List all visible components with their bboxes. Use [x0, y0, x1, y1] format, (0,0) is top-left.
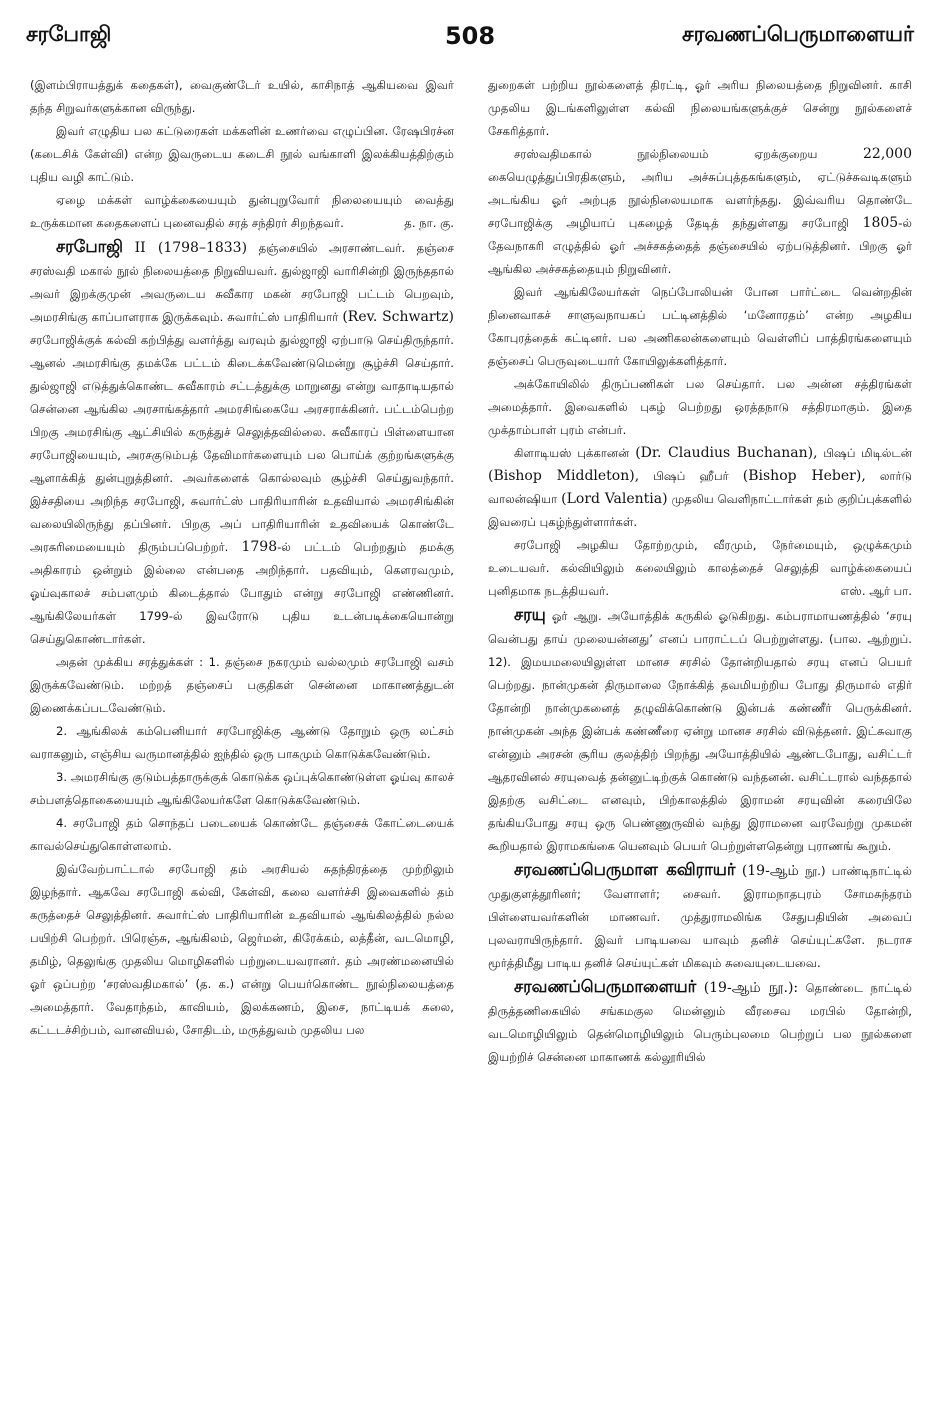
paragraph-text: பிஷப் ஹீபர்: [653, 469, 729, 483]
header-right-guide-word: சரவணப்பெருமாளையர்: [681, 22, 914, 46]
paragraph: அதன் முக்கிய சரத்துக்கள் : 1. தஞ்சை நகரமும் வல்லமும் சரபோஜி வசம் இருக்கவேண்டும். மற்றத் தஞ்சைப் பகுதிகள் சென்னை மாகாணத்துடன் இணைக்கப்படவேண்டும்.: [30, 655, 454, 715]
paragraph-text: ஏழை மக்கள் வாழ்க்கையையும் துன்புறுவோர் நிலையையும் வைத்து உருக்கமான கதைகளைப் புனைவதில் சரத் சந்திரர் சிறந்தவர்.: [30, 193, 454, 230]
paragraph: இவ்வேற்பாட்டால் சரபோஜி தம் அரசியல் சுதந்திரத்தை முற்றிலும் இழந்தார். ஆகவே சரபோஜி கல்வி, கேள்வி, கலை வளர்ச்சி இவைகளில் தம் கருத்தைச் செலுத்தினர். சுவார்ட்ஸ் பாதிரியாரின் உதவியால் ஆங்கிலத்தில் நல்ல பயிற்சி பெற்றர். பிரெஞ்சு, ஆங்கிலம், ஜெர்மன், கிரேக்கம், லத்தீன், வடமொழி, தமிழ், தெலுங்கு முதலிய மொழிகளில் பற்றுடையவரானர். தம் அரண்மனையில் ஓர் ஒப்பற்ற ‘சரஸ்வதிமகால்’ (த. க.) என்று பெயர்கொண்ட நூல்நிலையத்தை அமைத்தார். வேதாந்தம், காவியம், இலக்கணம், இசை, நாட்டியக் கலை, கட்டடச்சிற்பம், வானவியல், சோதிடம், மருத்துவம் முதலிய பல: [30, 862, 454, 1037]
paragraph: துறைகள் பற்றிய நூல்களைத் திரட்டி, ஓர் அரிய நிலையத்தை நிறுவினர். காசி முதலிய இடங்களிலுள்ள கல்வி நிலையங்களுக்குச் சென்று நூல்களைச் சேகரித்தார்.: [488, 78, 912, 138]
paragraph: [488, 534, 912, 603]
author-initials: எஸ். ஆர் பா.: [840, 584, 912, 598]
year: 1805: [862, 215, 899, 231]
entry-text: ஓர் ஆறு. அயோத்திக் கருகில் ஓடுகிறது. கம்பராமாயணத்தில் ‘சரயு வென்பது தாய் முலையன்னது’ எனப் பாராட்டப் பெற்றுள்ளது. (பால. ஆற்றுப். 12). இமயமலையிலுள்ள மானச சரசில் தோன்றியதால் சரயு எனப் பெயர் பெற்றது. நான்முகன் திருமாலை நோக்கித் தவமியற்றிய போது திருமால் எதிர் தோன்றி நான்முகனைத் தழுவிக்கொண்டு இன்பக் கண்ணீர் பெருக்கினர். நான்முகன் அந்த இன்பக் கண்ணீரை ஏன்று மானச சரசில் விடுத்தனர். இட்சுவாகு என்னும் அரசன் சூரிய குலத்திற் பிறந்து அயோத்தியில் ஆண்டபோது, வசிட்டர் ஆதரவினல் சரயுவைத் தன்னுட்டிற்குக் கொண்டு வந்தனன். வசிட்டரால் வந்ததால் இதற்கு வசிட்டை எனவும், பிற்காலத்தில் இராமன் சரயுவின் கரையிலே தங்கியபோது சரயு ஒரு பெண்ணுருவில் வந்து இராமனை வரவேற்று முகமன் கூறியதால் இராமகங்கை யெனவும் பெயர் பெற்றுள்ளதென்று புராணங் கூறும்.: [488, 609, 912, 853]
entry-headword: சரபோஜி: [56, 237, 124, 256]
paragraph-text: கையெழுத்துப்பிரதிகளும், அரிய அச்சுப்புத்தகங்களும், ஏட்டுச்சுவடிகளும் அடங்கிய ஓர் அற்புத நூல்நிலையமாக வளர்ந்தது. இவ்வரிய தொண்டே சரபோஜிக்கு அழியாப் புகழைத் தேடித் தந்துள்ளது சரபோஜி: [488, 170, 912, 230]
paragraph: [488, 143, 912, 281]
paragraph: 4. சரபோஜி தம் சொந்தப் படையைக் கொண்டே தஞ்சைக் கோட்டையைக் காவல்செய்துகொள்ளலாம்.: [30, 816, 454, 853]
entry-dates: (19-ஆம் நூ.):: [703, 980, 799, 996]
latin-name: (Bishop Middleton),: [488, 468, 640, 484]
entry-text: தஞ்சையில் அரசாண்டவர். தஞ்சை சரஸ்வதி மகால் நூல் நிலையத்தை நிறுவியவர். துல்ஜாஜி வாரிசின்றி இருந்ததால் அவர் இறக்குமுன் அவருடைய சுவீகார மகன் சரபோஜி பட்டம் பெறவும், அமரசிங்கு காப்பாளராக இருக்கவும். சுவார்ட்ஸ் பாதிரியார்: [30, 241, 455, 324]
header-left-guide-word: சரபோஜி: [26, 22, 112, 46]
paragraph: 2. ஆங்கிலக் கம்பெனியார் சரபோஜிக்கு ஆண்டு தோறும் ஒரு லட்சம் வராகனும், எஞ்சிய வருமானத்தில் ஐந்தில் ஒரு பாகமும் கொடுக்கவேண்டும்.: [30, 724, 454, 761]
paragraph-text: -ல் தேவநாகரி எழுத்தில் ஓர் அச்சகத்தைத் தஞ்சையில் ஏற்படுத்தினர். பிறகு ஓர் ஆங்கில அச்சகத்தையும் நிறுவினர்.: [488, 216, 912, 276]
paragraph: அக்கோயிலில் திருப்பணிகள் பல செய்தார். பல அன்ன சத்திரங்கள் அமைத்தார். இவைகளில் புகழ் பெற்றது ஒரத்தநாடு சத்திரமாகும். இதை முக்தாம்பாள் புரம் என்பர்.: [488, 377, 912, 437]
running-header: [26, 22, 914, 56]
entry-text: -ல் பட்டம் பெற்றதும் தமக்கு அதிகாரம் ஒன்றும் இல்லை என்பதை அறிந்தார். பதவியும், கௌரவமும், ஓய்வுகாலச் சம்பளமும் கிடைத்தால் போதும் என்று சரபோஜி எண்ணினர். ஆங்கிலேயர்கள் 1799-ல் இவரோடு புதிய உடன்படிக்கையொன்று செய்துகொண்டார்கள்.: [30, 540, 454, 646]
paragraph-text: முதலிய வெளிநாட்டார்கள் தம் குறிப்புக்களில் இவரைப் புகழ்ந்துள்ளார்கள்.: [488, 492, 913, 529]
paragraph-text: பிஷப் மிடில்டன்: [823, 446, 913, 460]
latin-name: (Rev. Schwartz): [342, 309, 454, 325]
entry-saravanaperumalaiyar: [488, 975, 912, 1069]
paragraph: 3. அமரசிங்கு குடும்பத்தாருக்குக் கொடுக்க ஒப்புக்கொண்டுள்ள ஓய்வு காலச் சம்பளத்தொகையையும் ஆங்கிலேயர்களே கொடுக்கவேண்டும்.: [30, 770, 454, 807]
paragraph-text: சரஸ்வதிமகால் நூல்நிலையம் ஏறக்குறைய: [514, 147, 818, 161]
entry-saravanaperumal-kavirayar: [488, 858, 912, 975]
entry-headword: சரயு: [514, 605, 546, 624]
entry-text: சரபோஜிக்குக் கல்வி கற்பித்து வளர்த்து வரவும் துல்ஜாஜி ஏற்பாடு செய்திருந்தார். ஆனல் அமரசிங்கு தமக்கே பட்டம் கிடைக்கவேண்டுமென்று சூழ்ச்சி செய்தார். துல்ஜாஜி எடுத்துக்கொண்ட சுவீகாரம் சட்டத்துக்கு மாறுனது என்று வாதாடியதால் சென்னை ஆங்கில அரசாங்கத்தார் அமரசிங்கையே அரசராக்கினர். பட்டம்பெற்ற பிறகு அமரசிங்கு ஆட்சியில் கருத்துச் செலுத்தவில்லை. சுவீகாரப் பிள்ளையான சரபோஜியையும், அரசகுடும்பத் தேவிமார்களையும் பல பொய்க் குற்றங்களுக்கு ஆளாக்கித் துன்புறுத்தினர். அவர்களைக் கொல்லவும் சூழ்ச்சி செய்துவந்தார். இச்சதியை அறிந்த சரபோஜி, சுவார்ட்ஸ் பாதிரியாரின் உதவியால் அமரசிங்கின் வலையிலிருந்து தப்பினர். பிறகு அப் பாதிரியாரின் உதவியைக் கொண்டே அரசுரிமையையும் திரும்பப்பெற்றர்.: [30, 333, 454, 554]
latin-name: (Bishop Heber),: [742, 468, 866, 484]
paragraph-text: கிளாடியஸ் புக்கானன்: [514, 446, 630, 460]
paragraph: இவர் ஆங்கிலேயர்கள் நெப்போலியன் போன பார்ட்டை வென்றதின் நினைவாகச் சாளுவநாயகப் பட்டினத்தில் ‘மனோரதம்’ என்ற அழகிய கோபுரத்தைக் கட்டினர். பல அணிகலன்களையும் வெள்ளிப் பாத்திரங்களையும் தஞ்சைப் பெருவுடையார் கோயிலுக்களித்தார்.: [488, 285, 912, 368]
author-initials: த. நா. கு.: [404, 216, 454, 230]
paragraph-text: லார்டு வாலன்ஷியா: [488, 469, 912, 506]
paragraph: [488, 442, 912, 534]
entry-numeral-dates: II (1798–1833): [134, 240, 248, 256]
paragraph-text: சரபோஜி அழகிய தோற்றமும், வீரமும், நேர்மையும், ஒழுக்கமும் உடையவர். கல்வியிலும் கலையிலும் காலத்தைச் செலுத்தி வாழ்க்கையைப் புனிதமாக நடத்தியவர்.: [488, 538, 912, 598]
entry-headword: சரவணப்பெருமாள கவிராயர்: [514, 860, 736, 879]
latin-name: (Dr. Claudius Buchanan),: [635, 445, 818, 461]
latin-name: (Lord Valentia): [561, 491, 668, 507]
entry-text: தொண்டை நாட்டில் திருத்தணிகையில் சங்கமகுல மென்னும் வீரசைவ மரபில் தோன்றி, வடமொழியிலும் தென்மொழியிலும் பெரும்புலமை பெற்றுப் பல நூல்களை இயற்றிச் சென்னை மாகாணக் கல்லூரியில்: [488, 981, 913, 1064]
paragraph: (இளம்பிராயத்துக் கதைகள்), வைகுண்டேர் உயில், காசிநாத் ஆகியவை இவர் தந்த சிறுவர்களுக்கான விருந்து.: [30, 78, 454, 115]
entry-text: நூ.) பாண்டிநாட்டில் முதுகுளத்தூரினர்; வேளாளர்; சைவர். இராமநாதபுரம் சோமசுந்தரம் பிள்ளையவர்களின் மாணவர். முத்துராமலிங்க சேதுபதியின் அவைப் புலவராயிருந்தார். இவர் பாடியவை யாவும் தனிச் செய்யுட்களே. நடராச மூர்த்திமீது பாடிய தனிச் செய்யுட்கள் மிகவும் சுவையுடையவை.: [488, 864, 912, 970]
page-number: 508: [444, 22, 496, 50]
right-column: [488, 74, 912, 1069]
entry-headword: சரவணப்பெருமாளையர்: [514, 977, 697, 996]
entry-sarabhoji: [30, 235, 454, 651]
paragraph: [30, 189, 454, 235]
paragraph: இவர் எழுதிய பல கட்டுரைகள் மக்களின் உணர்வை எழுப்பின. ரேஷபிரச்ன (கடைசிக் கேள்வி) என்ற இவருடைய கடைசி நூல் வங்காளி இலக்கியத்திற்கும் புதிய வழி காட்டும்.: [30, 124, 454, 184]
left-column: [30, 74, 454, 1042]
year: 1798: [241, 539, 278, 555]
manuscript-count: 22,000: [863, 146, 912, 162]
entry-sarayu: [488, 603, 912, 858]
entry-dates: (19-ஆம்: [741, 863, 799, 879]
